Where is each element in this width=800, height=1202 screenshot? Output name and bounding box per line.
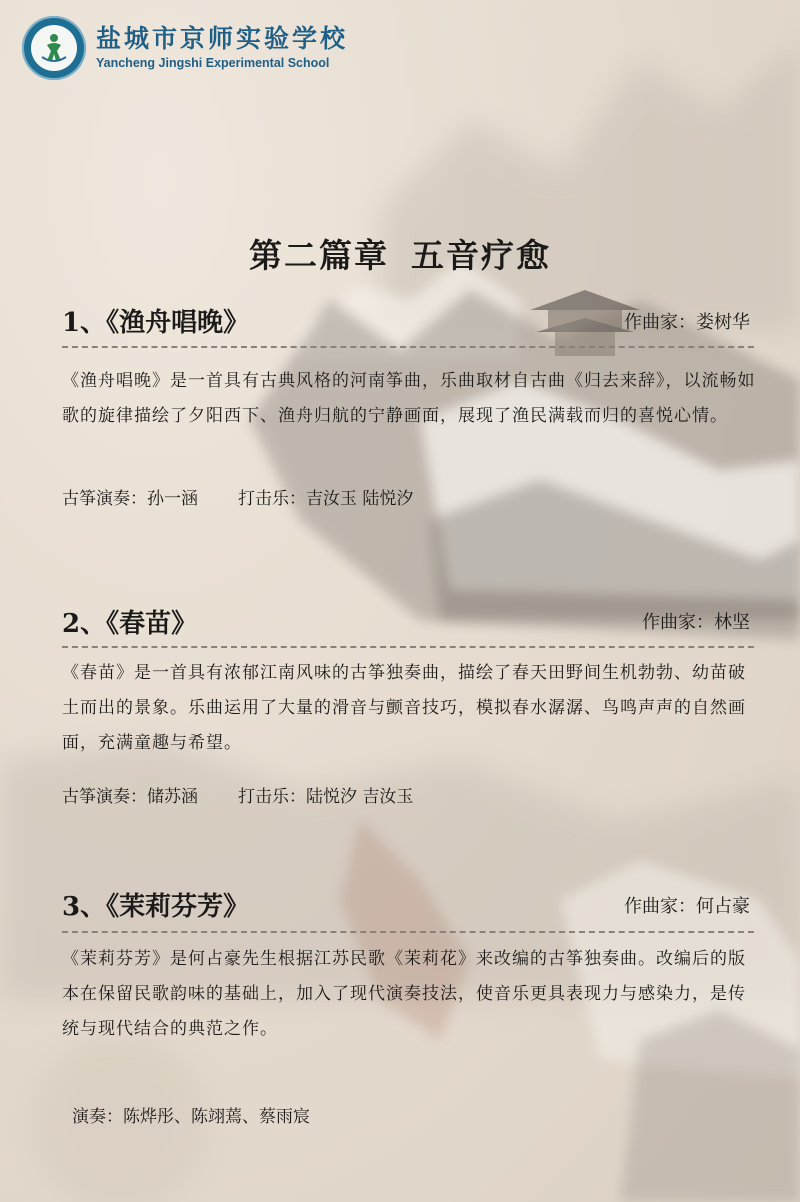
piece-performers (62, 484, 413, 509)
school-name-en: Yancheng Jingshi Experimental School (96, 56, 330, 70)
piece-description: 《茉莉芬芳》是何占豪先生根据江苏民歌《茉莉花》来改编的古筝独奏曲。改编后的版本在保留民歌韵味的基础上，加入了现代演奏技法，使音乐更具表现力与感染力，是传统与现代结合的典范之作。 (62, 949, 746, 1039)
piece-composer: 作曲家：娄树华 (624, 312, 750, 333)
school-header (22, 16, 348, 80)
performer-line: 古筝演奏：孙一涵 (62, 489, 198, 509)
school-logo (22, 16, 86, 80)
piece-title: 2、《春苗》 (62, 609, 198, 639)
chapter-title: 五音疗愈 (411, 236, 551, 275)
section-divider (62, 346, 754, 348)
chapter-number: 第二篇章 (249, 236, 389, 275)
piece-composer: 作曲家：林坚 (642, 612, 750, 633)
piece-performers (72, 1102, 310, 1127)
section-divider (62, 931, 754, 933)
performer-line: 打击乐：陆悦汐 吉汝玉 (238, 787, 414, 807)
piece-description: 《春苗》是一首具有浓郁江南风味的古筝独奏曲，描绘了春天田野间生机勃勃、幼苗破土而出的景象。乐曲运用了大量的滑音与颤音技巧，模拟春水潺潺、鸟鸣声声的自然画面，充满童趣与希望。 (62, 663, 746, 753)
performer-line: 演奏：陈烨彤、陈翊蔫、蔡雨宸 (72, 1107, 310, 1127)
piece-title: 3、《茉莉芬芳》 (62, 892, 250, 922)
piece-title: 1、《渔舟唱晚》 (62, 308, 250, 338)
piece-description: 《渔舟唱晚》是一首具有古典风格的河南筝曲，乐曲取材自古曲《归去来辞》，以流畅如歌的旋律描绘了夕阳西下、渔舟归航的宁静画面，展现了渔民满载而归的喜悦心情。 (62, 371, 756, 426)
figure-icon (37, 31, 71, 65)
piece-composer: 作曲家：何占豪 (624, 896, 750, 917)
section-divider (62, 646, 754, 648)
performer-line: 打击乐：吉汝玉 陆悦汐 (238, 489, 414, 509)
school-name-cn: 盐城市京师实验学校 (96, 24, 349, 53)
performer-line: 古筝演奏：储苏涵 (62, 787, 198, 807)
piece-performers (62, 782, 413, 807)
chapter-heading (0, 230, 800, 277)
